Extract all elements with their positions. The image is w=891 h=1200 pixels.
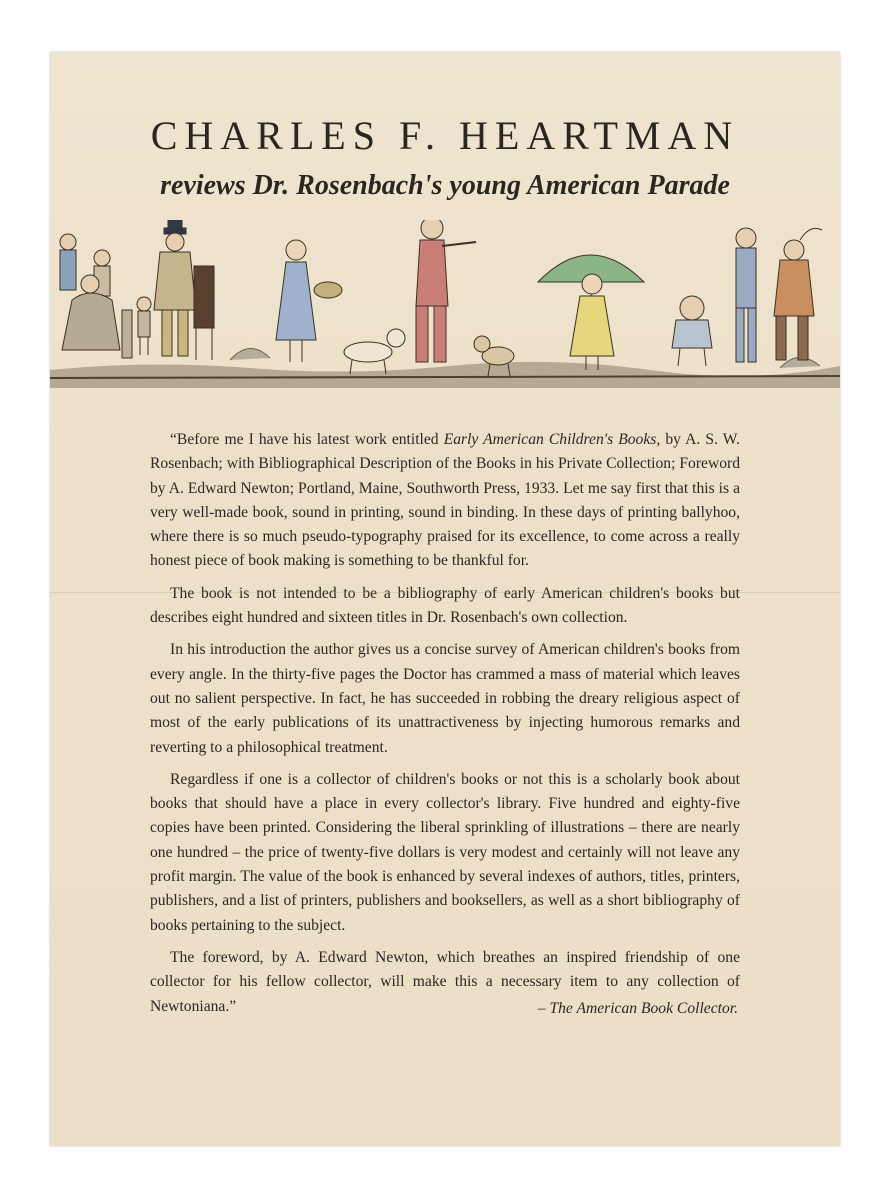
broadside-sheet — [50, 52, 840, 1146]
review-paragraph-3: In his introduction the author gives us a concise survey of American children's books from every angle. In the thirty-five pages the Doctor has crammed a mass of material which leaves out no salient perspective. In fact, he has succeeded in robbing the dreary religious aspect of most of the early publications of its unattractiveness by injecting humorous remarks and reverting to a philosophical treatment. — [150, 641, 740, 756]
group-three-boys — [672, 228, 822, 366]
review-paragraph-1: “Before me I have his latest work entitled Early American Children's Books, by A. S. W. Rosenbach; with Bibliographical Description of the Books in his Private Collection; Foreword by A. Edward Newton; Portland, Maine, Southworth Press, 1933. Let me say first that this is a very well-made book, sound in printing, sound in binding. In these days of printing ballyhoo, where there is so much pseudo-typography praised for its excellence, to come across a really honest piece of book making is something to be thankful for. — [150, 431, 740, 570]
figure-man-with-hat — [154, 220, 214, 360]
figure-girl-blue-dress — [276, 240, 342, 362]
review-paragraph-2: The book is not intended to be a bibliography of early American children's books but describes eight hundred and sixteen titles in Dr. Rosenbach's own collection. — [150, 584, 740, 627]
figure-spaniel-dog — [344, 329, 405, 374]
review-paragraph-4: Regardless if one is a collector of children's books or not this is a scholarly book about books that should have a place in every collector's library. Five hundred and eighty-five copies have been printed. Considering the liberal sprinkling of illustrations – there are nearly one hundred – the price of twenty-five dollars is very modest and certainly will not leave any profit margin. The value of the book is enhanced by several indexes of authors, titles, printers, publishers, and a list of printers, publishers and booksellers, as well as a short bibliography of books pertaining to the subject. — [150, 770, 740, 934]
figure-boy-with-flute — [416, 220, 476, 362]
book-title: Early American Children's Books, — [443, 431, 661, 448]
page-title: CHARLES F. HEARTMAN — [150, 113, 740, 158]
review-paragraph-5: The foreword, by A. Edward Newton, which breathes an inspired friendship of one collector for his fellow collector, will make this a necessary item to any collection of Newtoniana.” — [150, 948, 740, 1015]
review-attribution: – The American Book Collector. — [537, 1000, 738, 1017]
children-frieze-illustration — [50, 220, 840, 392]
group-mother-children — [60, 234, 151, 358]
review-text — [150, 428, 740, 1027]
figure-girl-with-umbrella — [538, 255, 644, 370]
page-subtitle: reviews Dr. Rosenbach's young American Parade — [160, 170, 730, 201]
